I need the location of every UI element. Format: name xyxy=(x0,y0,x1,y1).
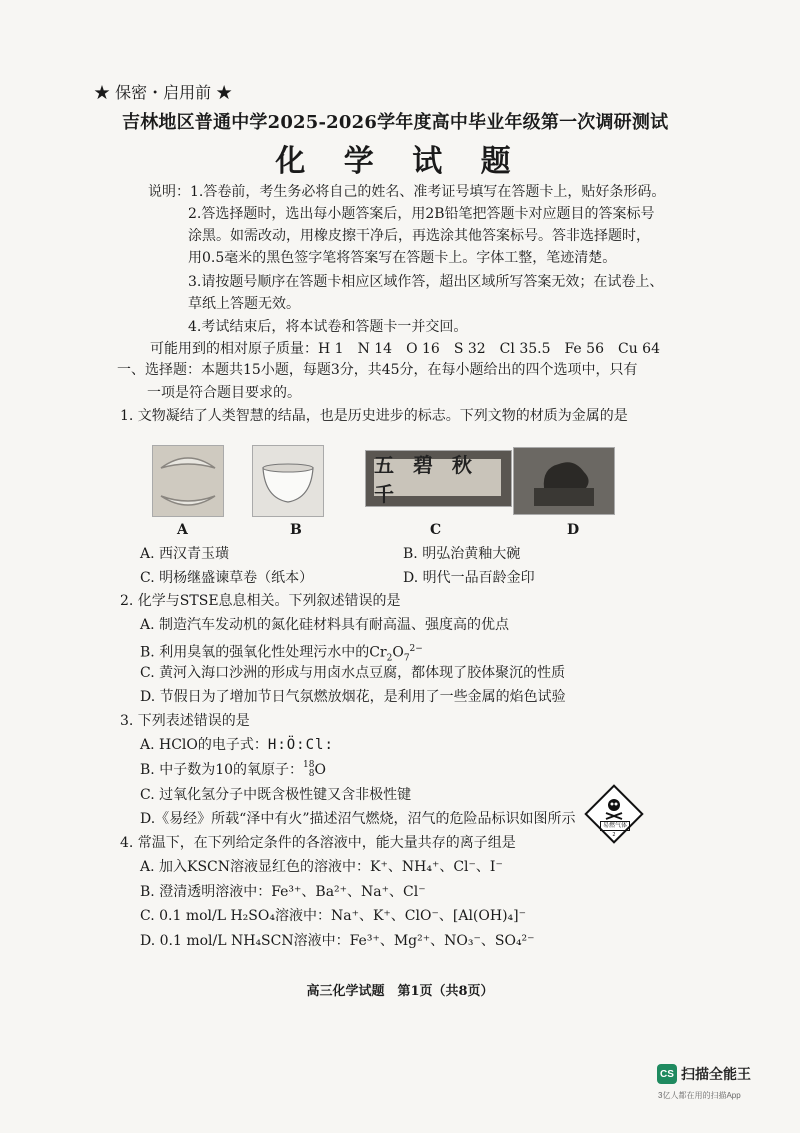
q2-stem: 2. 化学与STSE息息相关。下列叙述错误的是 xyxy=(120,593,401,609)
instruction-line-5: 3.请按题号顺序在答题卡相应区域作答，超出区域所写答案无效；在试卷上、 xyxy=(188,274,664,290)
hazard-class-number: 2 xyxy=(612,832,616,838)
subject-title: 化 学 试 题 xyxy=(275,144,525,179)
q1-option-a: A. 西汉青玉璜 xyxy=(140,546,230,562)
calligraphy-plaque: 五 碧 秋 千 xyxy=(374,459,501,496)
q3-stem: 3. 下列表述错误的是 xyxy=(120,713,250,729)
scanner-watermark xyxy=(657,1064,751,1084)
q2-option-c: C. 黄河入海口沙洲的形成与用卤水点豆腐，都体现了胶体聚沉的性质 xyxy=(140,665,566,681)
artifact-image-c xyxy=(365,450,512,507)
q4-stem: 4. 常温下，在下列给定条件的各溶液中，能大量共存的离子组是 xyxy=(120,835,516,851)
instruction-line-3: 涂黑。如需改动，用橡皮擦干净后，再选涂其他答案标号。答非选择题时， xyxy=(188,228,650,244)
q2-option-a: A. 制造汽车发动机的氮化硅材料具有耐高温、强度高的优点 xyxy=(140,617,510,633)
instruction-line-2: 2.答选择题时，选出每小题答案后，用2B铅笔把答题卡对应题目的答案标号 xyxy=(188,206,655,222)
q4-option-d: D. 0.1 mol/L NH₄SCN溶液中：Fe³⁺、Mg²⁺、NO₃⁻、SO₄²⁻ xyxy=(140,933,535,949)
q2-option-d: D. 节假日为了增加节日气氛燃放烟花，是利用了一些金属的焰色试验 xyxy=(140,689,566,705)
exam-title: 吉林地区普通中学2025-2026学年度高中毕业年级第一次调研测试 xyxy=(122,112,669,133)
section-heading-2: 一项是符合题目要求的。 xyxy=(147,385,301,401)
image-label-c: C xyxy=(430,522,442,538)
artifact-image-a xyxy=(152,445,224,517)
artifact-image-d xyxy=(513,447,615,515)
isotope-numbers: 18 8 xyxy=(303,760,315,779)
section-heading-1: 一、选择题：本题共15小题，每题3分，共45分，在每小题给出的四个选项中，只有 xyxy=(117,362,638,378)
gold-seal-icon xyxy=(514,448,614,514)
page-footer: 高三化学试题 第1页（共8页） xyxy=(306,984,494,999)
q4-option-b: B. 澄清透明溶液中：Fe³⁺、Ba²⁺、Na⁺、Cl⁻ xyxy=(140,884,426,900)
camscanner-logo-icon: CS xyxy=(657,1064,677,1084)
q3-option-a: A. HClO的电子式：H:Ö:Cl: xyxy=(140,737,334,753)
image-label-d: D xyxy=(567,522,580,538)
q2-option-b: B. 利用臭氧的强氧化性处理污水中的$Cr_2O_7^{2-}$ xyxy=(140,644,423,664)
artifact-image-b xyxy=(252,445,324,517)
confidential-mark: ★ 保密・启用前 ★ xyxy=(94,83,233,102)
flammable-gas-hazard-sign xyxy=(583,783,645,845)
q1-option-d: D. 明代一品百龄金印 xyxy=(403,570,535,586)
q3-option-d: D.《易经》所载“泽中有火”描述沼气燃烧，沼气的危险品标识如图所示 xyxy=(140,811,576,827)
instruction-line-6: 草纸上答题无效。 xyxy=(188,296,300,312)
hclo-electron-formula: H:Ö:Cl: xyxy=(267,737,334,753)
jade-huang-icon xyxy=(153,446,223,516)
watermark-name: 扫描全能王 xyxy=(681,1066,751,1082)
instruction-line-4: 用0.5毫米的黑色签字笔将答案写在答题卡上。字体工整，笔迹清楚。 xyxy=(188,250,617,266)
q1-option-c: C. 明杨继盛谏草卷（纸本） xyxy=(140,570,314,586)
q4-option-a: A. 加入KSCN溶液显红色的溶液中：K⁺、NH₄⁺、Cl⁻、I⁻ xyxy=(140,859,503,875)
instruction-line-7: 4.考试结束后，将本试卷和答题卡一并交回。 xyxy=(188,319,468,335)
atomic-masses: 可能用到的相对原子质量：H 1 N 14 O 16 S 32 Cl 35.5 Fe 56 Cu 64 xyxy=(150,341,660,357)
bowl-icon xyxy=(253,446,323,516)
image-label-b: B xyxy=(290,522,302,538)
hazard-label: 易燃气体 xyxy=(600,821,630,831)
watermark-tagline: 3亿人都在用的扫描App xyxy=(658,1091,741,1100)
image-label-a: A xyxy=(177,522,188,538)
q1-option-b: B. 明弘治黄釉大碗 xyxy=(403,546,521,562)
q4-option-c: C. 0.1 mol/L H₂SO₄溶液中：Na⁺、K⁺、ClO⁻、[Al(OH)₄]⁻ xyxy=(140,908,526,924)
q3-option-b: B. 中子数为10的氧原子： 18 8 O xyxy=(140,760,326,779)
q1-stem: 1. 文物凝结了人类智慧的结晶，也是历史进步的标志。下列文物的材质为金属的是 xyxy=(120,408,628,424)
q3-option-c: C. 过氧化氢分子中既含极性键又含非极性键 xyxy=(140,787,412,803)
instruction-line-1: 说明：1.答卷前，考生务必将自己的姓名、准考证号填写在答题卡上，贴好条形码。 xyxy=(148,184,666,200)
